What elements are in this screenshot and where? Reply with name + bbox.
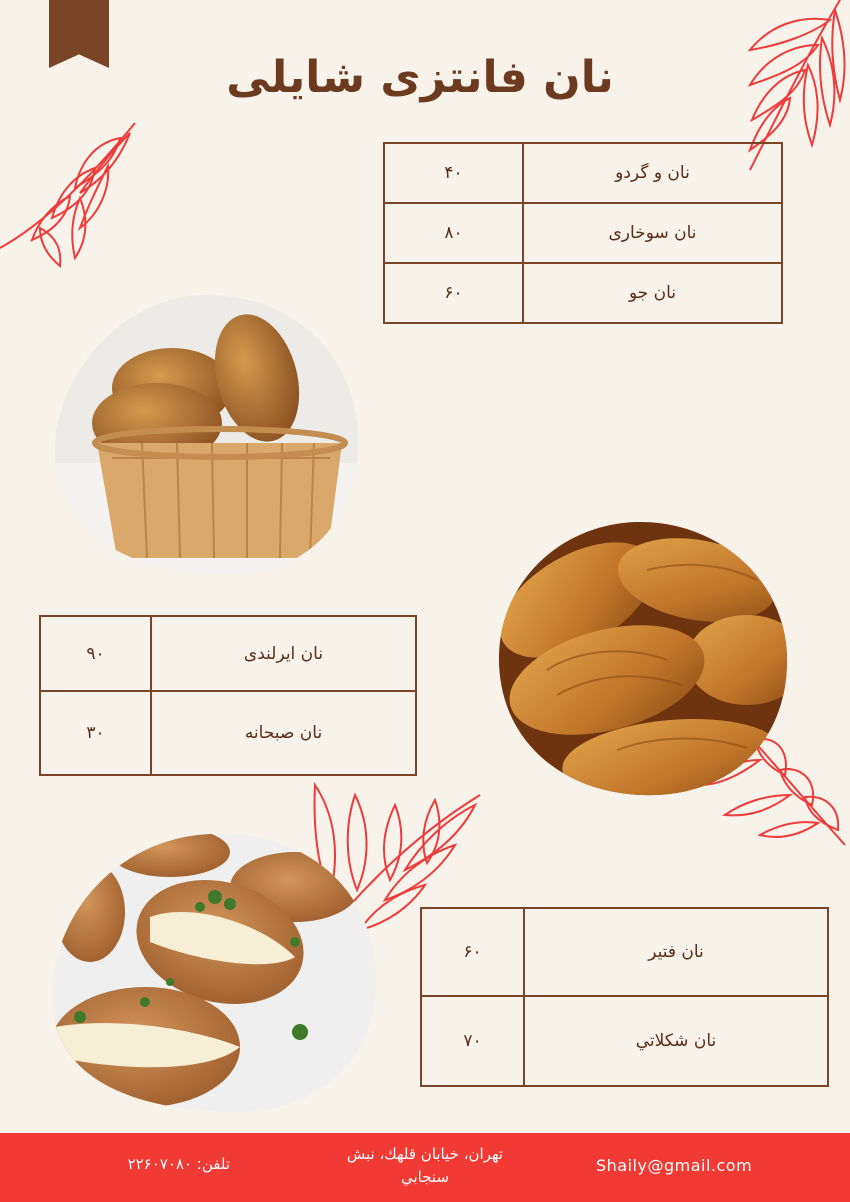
footer-email[interactable]: Shaily@gmail.com [596, 1156, 753, 1175]
item-price: ۸۰ [384, 203, 523, 263]
item-name: نان ایرلندی [151, 616, 416, 691]
bookmark-ribbon [49, 0, 109, 68]
table-row [384, 143, 782, 203]
footer-phone-label: تلفن: [196, 1155, 230, 1173]
footer-phone-number[interactable]: ۲۲۶۰۷۰۸۰ [127, 1155, 193, 1173]
table-row [40, 616, 416, 691]
price-table-3 [420, 907, 829, 1087]
footer-phone [120, 1155, 230, 1173]
item-price: ۴۰ [384, 143, 523, 203]
item-price: ۳۰ [40, 691, 151, 775]
price-table-1 [383, 142, 783, 324]
table-row [384, 263, 782, 323]
item-name: نان فتیر [524, 908, 828, 996]
footer-bar [0, 1133, 850, 1202]
item-name: نان سوخاری [523, 203, 782, 263]
footer-address: تهران، خیابان قلهك، نبش سنجابي [346, 1145, 504, 1186]
page-title: نان فانتزی شایلی [226, 52, 614, 103]
table-row [40, 691, 416, 775]
croissants-photo [497, 520, 789, 798]
table-row [421, 908, 828, 996]
bread-basket-photo [52, 293, 360, 578]
price-table-2 [39, 615, 417, 776]
cheese-bread-photo [50, 832, 378, 1114]
item-name: نان شکلاتي [524, 996, 828, 1086]
item-name: نان جو [523, 263, 782, 323]
item-price: ۹۰ [40, 616, 151, 691]
item-name: نان صبحانه [151, 691, 416, 775]
item-price: ۶۰ [384, 263, 523, 323]
item-name: نان و گردو [523, 143, 782, 203]
table-row [421, 996, 828, 1086]
leaf-decoration-top-left [0, 118, 145, 268]
table-row [384, 203, 782, 263]
item-price: ۷۰ [421, 996, 524, 1086]
item-price: ۶۰ [421, 908, 524, 996]
